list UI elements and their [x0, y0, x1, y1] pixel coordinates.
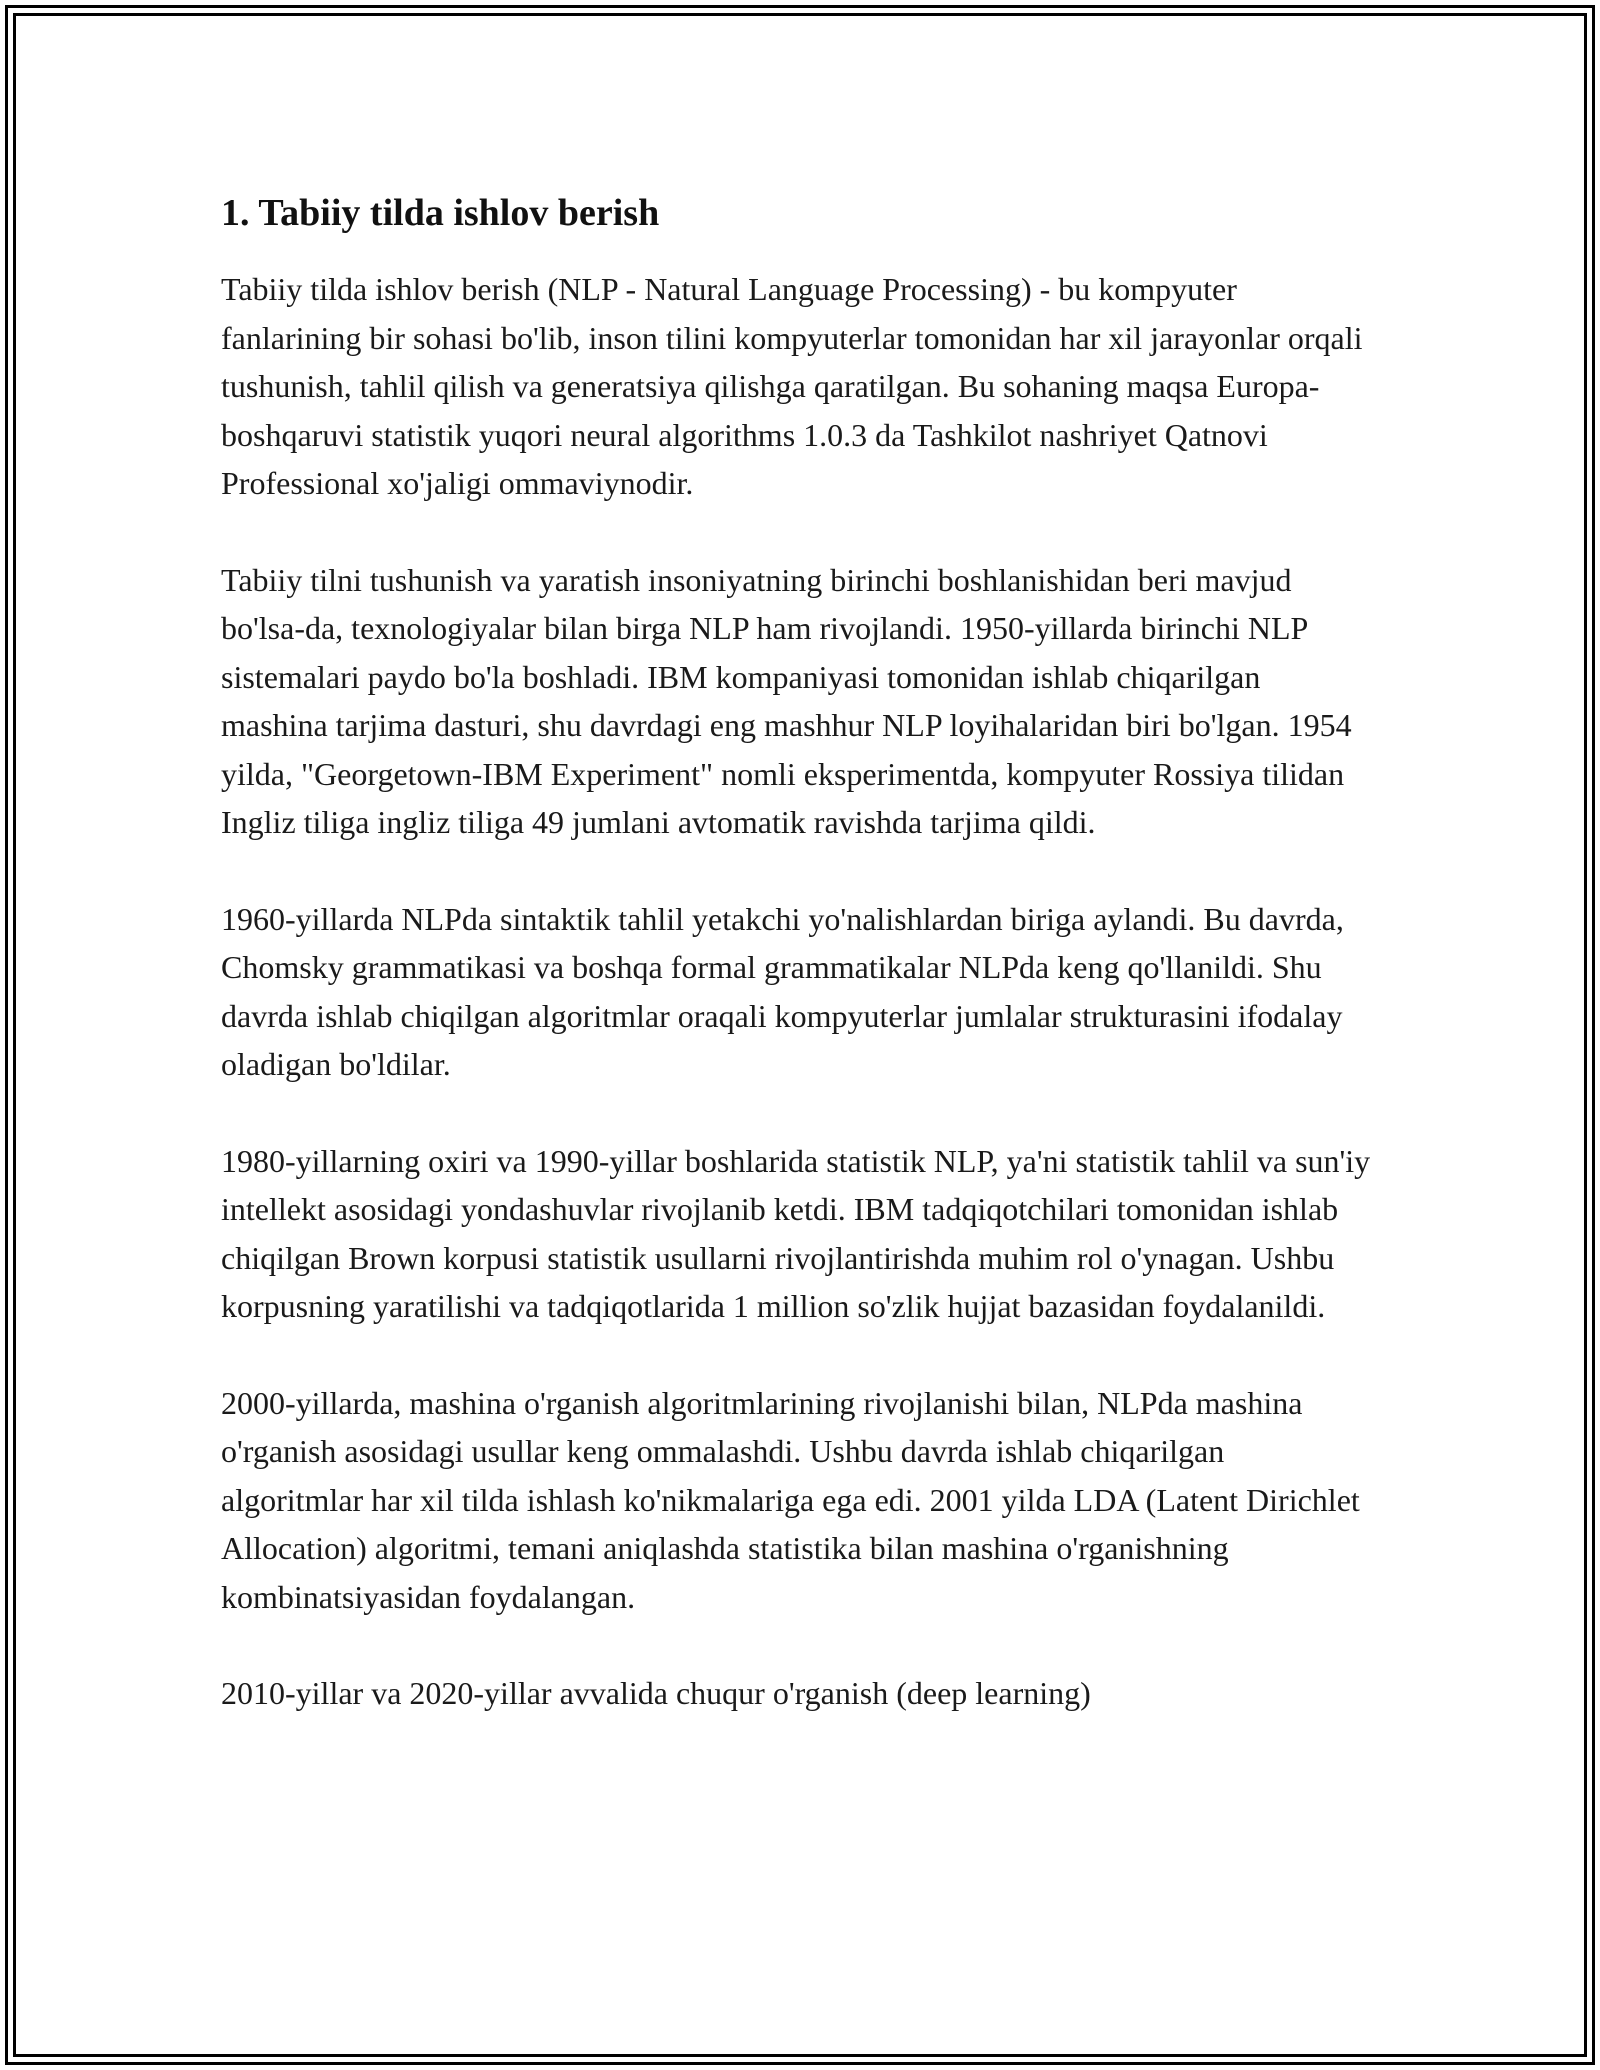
paragraph-nlp-history-2010s: 2010-yillar va 2020-yillar avvalida chuqur o'rganish (deep learning) [221, 1675, 1091, 1711]
paragraph-nlp-history-1950s: Tabiiy tilni tushunish va yaratish insoniyatning birinchi boshlanishidan beri mavjud bo'lsa-da, texnologiyalar bilan birga NLP ham rivojlandi. 1950-yillarda birinchi NLP sistemalari paydo bo'la boshladi. IBM kompaniyasi tomonidan ishlab chiqarilgan mashina tarjima dasturi, shu davrdagi eng mashhur NLP loyihalaridan biri bo'lgan. 1954 yilda, "Georgetown-IBM Experiment" nomli eksperimentda, kompyuter Rossiya tilidan Ingliz tiliga ingliz tiliga 49 jumlani avtomatik ravishda tarjima qildi. [221, 561, 1352, 840]
paragraph-nlp-history-1980s: 1980-yillarning oxiri va 1990-yillar boshlarida statistik NLP, ya'ni statistik tahlil va sun'iy intellekt asosidagi yondashuvlar rivojlanib ketdi. IBM tadqiqotchilari tomonidan ishlab chiqilgan Brown korpusi statistik usullarni rivojlantirishda muhim rol o'ynagan. Ushbu korpusning yaratilishi va tadqiqotlarida 1 million so'zlik hujjat bazasidan foydalanildi. [221, 1142, 1371, 1324]
paragraph-nlp-history-2000s: 2000-yillarda, mashina o'rganish algoritmlarining rivojlanishi bilan, NLPda mashina o'rganish asosidagi usullar keng ommalashdi. Ushbu davrda ishlab chiqarilgan algoritmlar har xil tilda ishlash ko'nikmalariga ega edi. 2001 yilda LDA (Latent Dirichlet Allocation) algoritmi, temani aniqlashda statistika bilan mashina o'rganishning kombinatsiyasidan foydalangan. [221, 1384, 1360, 1615]
paragraph-nlp-definition: Tabiiy tilda ishlov berish (NLP - Natural Language Processing) - bu kompyuter fanlarining bir sohasi bo'lib, inson tilini kompyuterlar tomonidan har xil jarayonlar orqali tushunish, tahlil qilish va generatsiya qilishga qaratilgan. Bu sohaning maqsa Europa-boshqaruvi statistik yuqori neural algorithms 1.0.3 da Tashkilot nashriyet Qatnovi Professional xo'jaligi ommaviynodir. [221, 271, 1363, 501]
section-heading: 1. Tabiiy tilda ishlov berish [221, 192, 660, 234]
document-body [221, 181, 1371, 1766]
paragraph-nlp-history-1960s: 1960-yillarda NLPda sintaktik tahlil yetakchi yo'nalishlardan biriga aylandi. Bu davrda, Chomsky grammatikasi va boshqa formal grammatikalar NLPda keng qo'llanildi. Shu davrda ishlab chiqilgan algoritmlar oraqali kompyuterlar jumlalar strukturasini ifodalay oladigan bo'ldilar. [221, 900, 1344, 1082]
